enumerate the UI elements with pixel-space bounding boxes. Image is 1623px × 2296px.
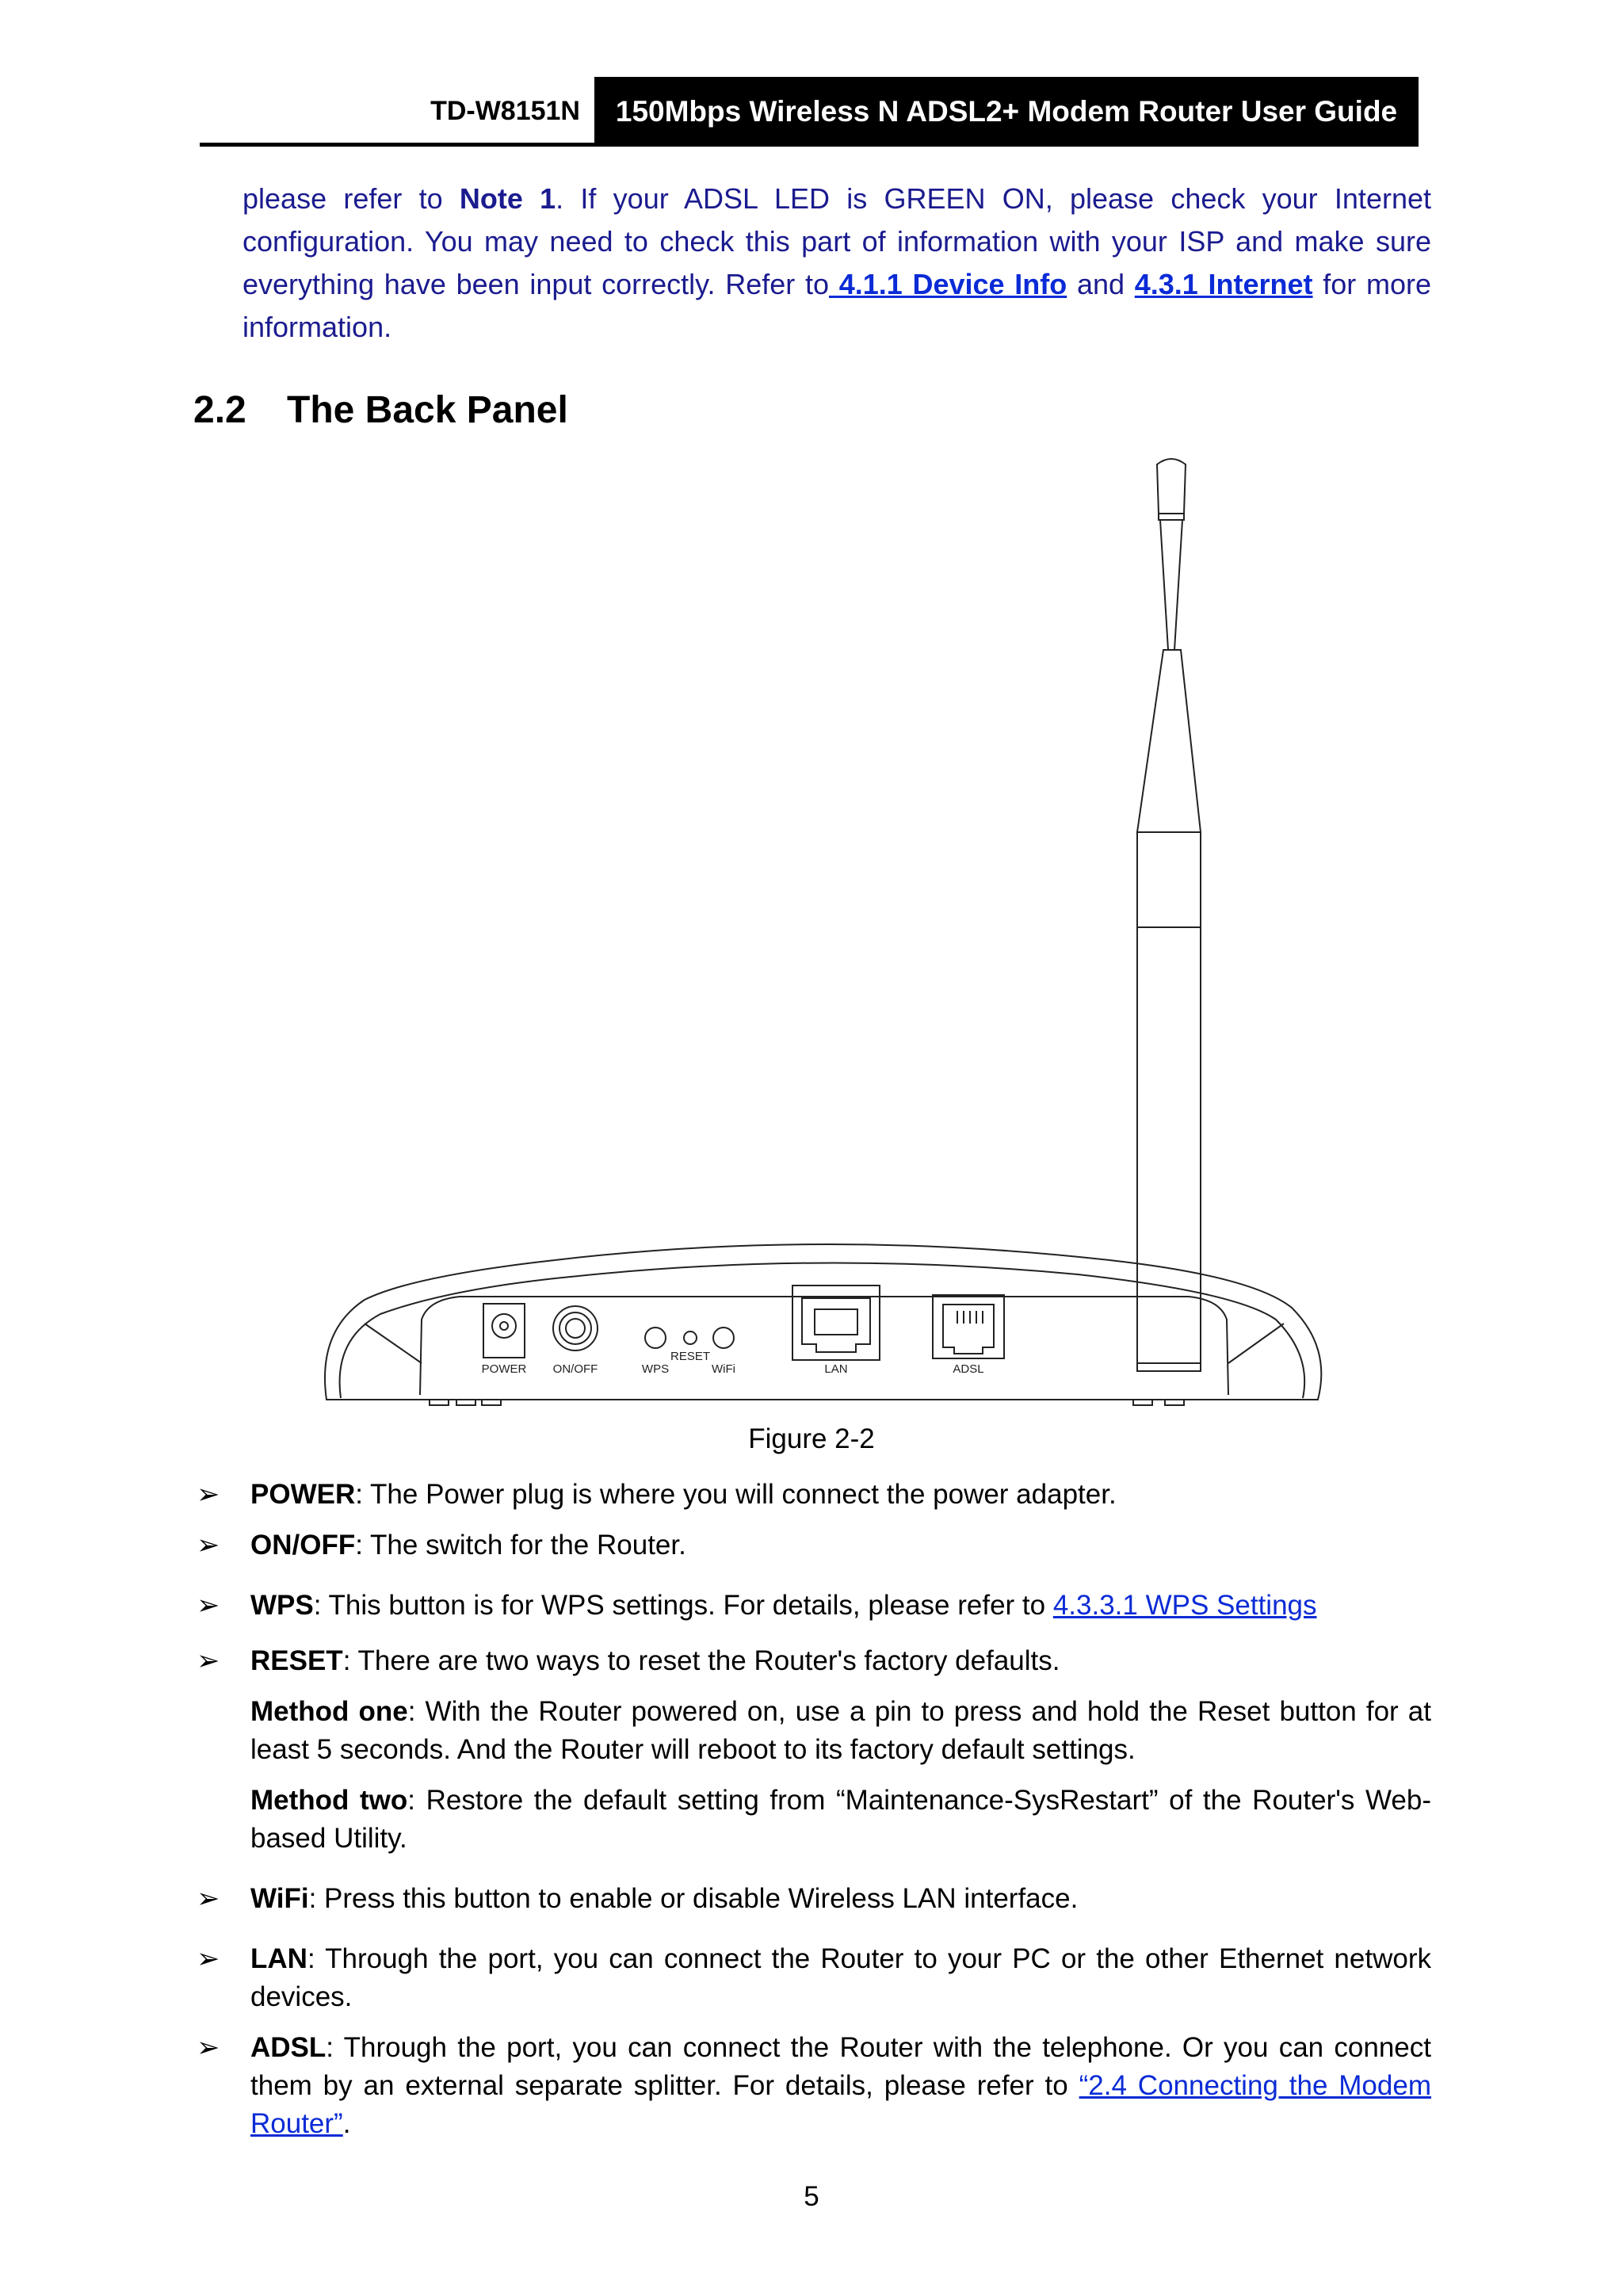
term-method-two: Method two	[250, 1785, 408, 1816]
bullet-marker: ➢	[197, 2032, 220, 2063]
onoff-switch	[553, 1306, 598, 1350]
intro-paragraph	[242, 178, 1431, 349]
note-ref: Note 1	[459, 182, 556, 215]
section-title: The Back Panel	[287, 389, 568, 431]
onoff-label: ON/OFF	[552, 1362, 598, 1376]
desc-adsl: : Through the port, you can connect the Router with the telephone. Or you can connect them by an external separate splitter. For details, please refer to	[250, 2032, 1431, 2101]
term-lan: LAN	[250, 1943, 307, 1974]
desc-method-two: : Restore the default setting from “Maintenance-SysRestart” of the Router's Web-based Utility.	[250, 1785, 1431, 1854]
intro-text-1: please refer to	[242, 182, 460, 215]
desc-method-one: : With the Router powered on, use a pin to press and hold the Reset button for at least 5 seconds. And the Router will reboot to its factory default settings.	[250, 1696, 1431, 1765]
intro-text-2: . If your ADSL LED is GREEN ON, please check your Internet configuration. You may need to check this part of information with your ISP and make sure everything have been input correctly. Refer to	[242, 182, 1431, 300]
bullet-marker: ➢	[197, 1530, 220, 1561]
lan-label: LAN	[824, 1362, 848, 1376]
page-number: 5	[804, 2181, 819, 2212]
desc-reset: : There are two ways to reset the Router's factory defaults.	[342, 1645, 1060, 1676]
desc-wifi: : Press this button to enable or disable Wireless LAN interface.	[308, 1883, 1079, 1914]
bullet-marker: ➢	[197, 1883, 220, 1914]
bullet-marker: ➢	[197, 1645, 220, 1676]
method-two	[250, 1782, 1431, 1858]
reset-hole	[684, 1331, 697, 1344]
reset-label: RESET	[670, 1350, 711, 1363]
adsl-port	[933, 1295, 1004, 1358]
adsl-label: ADSL	[953, 1362, 984, 1376]
bullet-marker: ➢	[197, 1479, 220, 1510]
bullet-marker: ➢	[197, 1943, 220, 1974]
wps-button	[645, 1328, 666, 1348]
power-label: POWER	[481, 1362, 527, 1376]
antenna	[1137, 459, 1201, 1371]
term-wifi: WiFi	[250, 1883, 309, 1914]
section-number: 2.2	[193, 389, 246, 431]
term-power: POWER	[250, 1479, 356, 1510]
router-back-panel-figure	[317, 444, 1331, 1427]
term-reset: RESET	[250, 1645, 343, 1676]
term-adsl: ADSL	[250, 2032, 327, 2063]
wps-settings-link[interactable]: 4.3.3.1 WPS Settings	[1052, 1590, 1317, 1621]
power-jack	[483, 1304, 525, 1358]
desc-power: : The Power plug is where you will connect the power adapter.	[355, 1479, 1117, 1510]
intro-text-4: for more information.	[242, 268, 1431, 343]
term-wps: WPS	[250, 1590, 314, 1621]
method-one	[250, 1693, 1431, 1769]
header-title: 150Mbps Wireless N ADSL2+ Modem Router User Guide	[594, 77, 1419, 147]
internet-link[interactable]: 4.3.1 Internet	[1134, 268, 1313, 300]
term-onoff: ON/OFF	[250, 1530, 356, 1561]
device-info-link[interactable]: 4.1.1 Device Info	[828, 268, 1067, 300]
wifi-label: WiFi	[712, 1362, 735, 1376]
bullet-marker: ➢	[197, 1590, 220, 1621]
wifi-button	[713, 1328, 734, 1348]
section-heading	[193, 388, 568, 432]
connecting-modem-router-link[interactable]: “2.4 Connecting the Modem Router”	[250, 2070, 1431, 2139]
desc-adsl-end: .	[342, 2108, 351, 2139]
header-model: TD-W8151N	[430, 96, 580, 126]
desc-wps: : This button is for WPS settings. For details, please refer to	[313, 1590, 1053, 1621]
router-body	[325, 1244, 1321, 1405]
figure-caption: Figure 2-2	[748, 1423, 875, 1454]
term-method-one: Method one	[250, 1696, 408, 1727]
wps-label: WPS	[641, 1362, 670, 1376]
desc-lan: : Through the port, you can connect the Router to your PC or the other Ethernet network devices.	[250, 1943, 1431, 2012]
desc-onoff: : The switch for the Router.	[355, 1530, 686, 1561]
header-rule	[200, 143, 1419, 147]
intro-text-3: and	[1067, 268, 1135, 300]
